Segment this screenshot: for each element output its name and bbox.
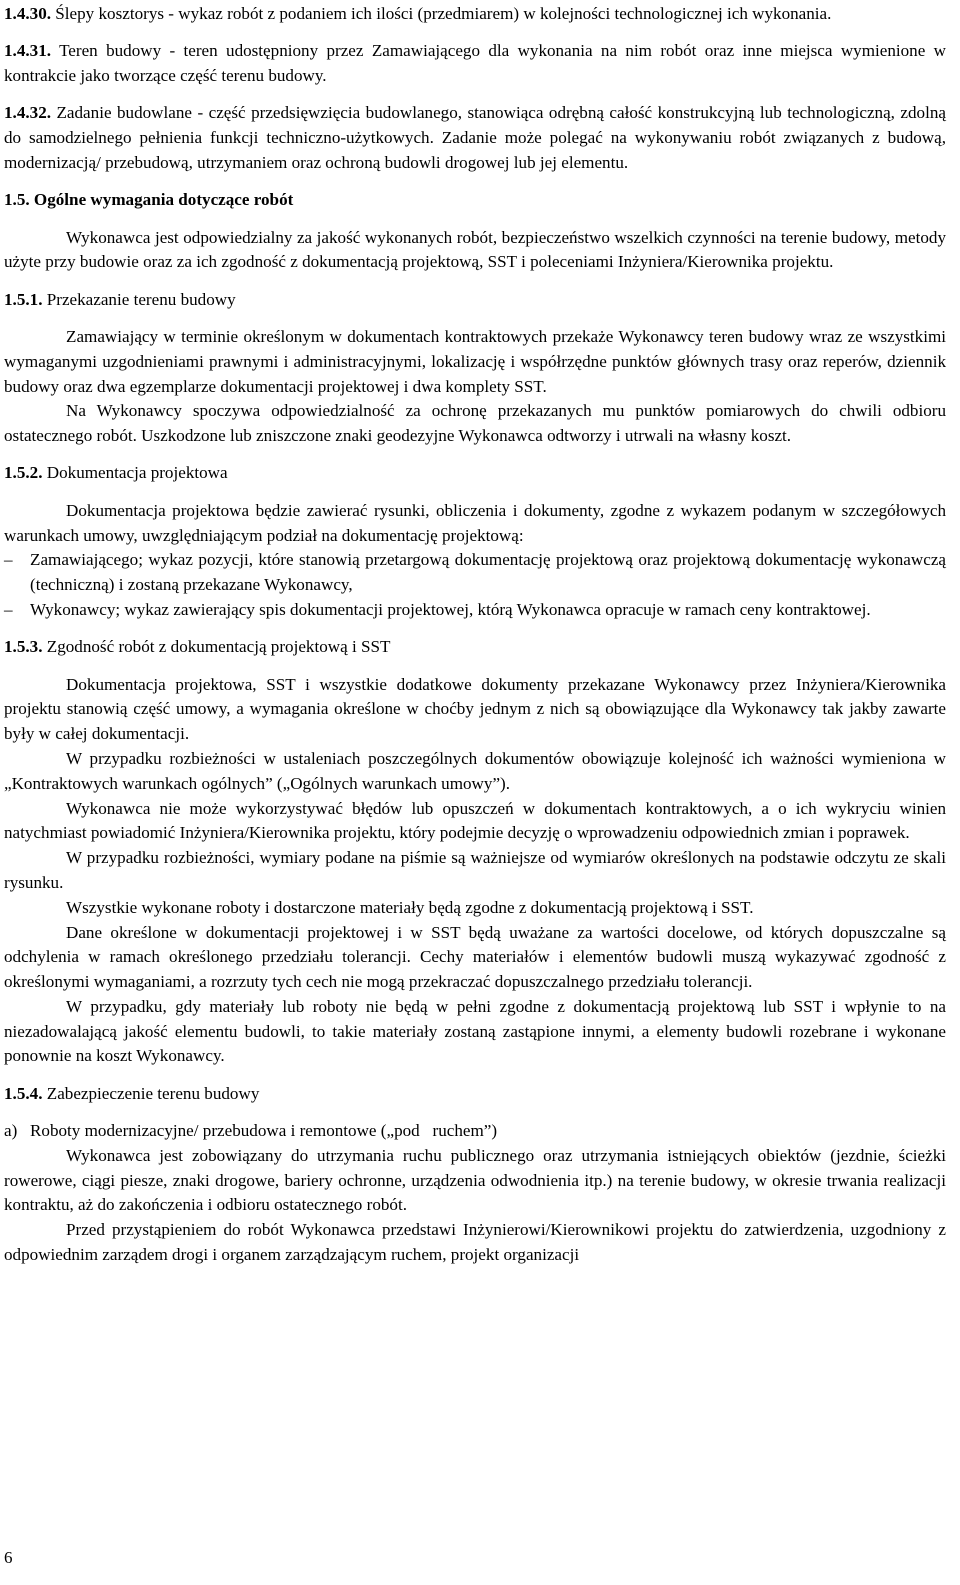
section-number: 1.5.2.	[4, 463, 43, 483]
section-number: 1.5.3.	[4, 637, 43, 657]
paragraph: Wykonawca nie może wykorzystywać błędów lub opuszczeń w dokumentach kontraktowych, a o ich wykryciu winien natychmiast powiadomić Inżyniera/Kierownika projektu, który podejmie decyzję o wprowadzeniu odpowiednich zmian i poprawek.	[4, 798, 946, 843]
subsection-title: Roboty modernizacyjne/ przebudowa i remontowe („pod ruchem”)	[30, 1121, 498, 1141]
section-heading-1-5-2	[4, 461, 946, 486]
section-title: Zabezpieczenie terenu budowy	[46, 1083, 260, 1103]
paragraph: Wykonawca jest odpowiedzialny za jakość wykonanych robót, bezpieczeństwo wszelkich czynności na terenie budowy, metody użyte przy budowie oraz za ich zgodność z dokumentacją projektową, SST i poleceniami Inżyniera/Kierownika projektu.	[4, 227, 946, 272]
paragraph: Dokumentacja projektowa, SST i wszystkie dodatkowe dokumenty przekazane Wykonawcy przez Inżyniera/Kierownika projektu stanowią część umowy, a wymagania określone w choćby jednym z nich są obowiązujące dla Wykonawcy tak jakby zawarte były w całej dokumentacji.	[4, 674, 946, 744]
paragraph: W przypadku rozbieżności w ustaleniach poszczególnych dokumentów obowiązuje kolejność ich ważności wymieniona w „Kontraktowych warunkach ogólnych” („Ogólnych warunkach umowy”).	[4, 748, 946, 793]
paragraph: Na Wykonawcy spoczywa odpowiedzialność za ochronę przekazanych mu punktów pomiarowych do chwili odbioru ostatecznego robót. Uszkodzone lub zniszczone znaki geodezyjne Wykonawca odtworzy i utrwali na własny koszt.	[4, 401, 946, 446]
section-title: Przekazanie terenu budowy	[46, 289, 236, 309]
subsection-a	[4, 1119, 946, 1144]
section-number: 1.5.	[4, 190, 30, 210]
paragraph: Dokumentacja projektowa będzie zawierać rysunki, obliczenia i dokumenty, zgodne z wykazem podanym w szczegółowych warunkach umowy, uwzględniającym podział na dokumentację projektową:	[4, 500, 946, 545]
paragraph: Wszystkie wykonane roboty i dostarczone materiały będą zgodne z dokumentacją projektową i SST.	[66, 897, 754, 917]
paragraph: Wykonawca jest zobowiązany do utrzymania ruchu publicznego oraz utrzymania istniejących obiektów (jezdnie, ścieżki rowerowe, ciągi piesze, znaki drogowe, bariery ochronne, urządzenia odwodnienia itp.) na terenie budowy, w okresie trwania realizacji kontraktu, aż do zakończenia i odbioru ostatecznego robót.	[4, 1145, 946, 1215]
page-number: 6	[4, 1548, 13, 1567]
definition-1-4-30	[4, 2, 946, 27]
list-item	[4, 598, 946, 623]
list-item	[4, 548, 946, 598]
definition-text: Teren budowy - teren udostępniony przez Zamawiającego dla wykonania na nim robót oraz inne miejsca wymienione w kontrakcie jako tworzące część terenu budowy.	[4, 41, 947, 86]
dash-bullet: –	[4, 599, 13, 619]
definition-number: 1.4.32.	[4, 103, 52, 123]
paragraph: W przypadku rozbieżności, wymiary podane na piśmie są ważniejsze od wymiarów określonych na podstawie odczytu ze skali rysunku.	[4, 848, 946, 892]
section-heading-1-5	[4, 188, 946, 213]
paragraph: Dane określone w dokumentacji projektowej i w SST będą uważane za wartości docelowe, od których dopuszczalne są odchylenia w ramach określonego przedziału tolerancji. Cechy materiałów i elementów budowli muszą wykazywać zgodność z określonymi wymaganiami, a rozrzuty tych cech nie mogą przekraczać dopuszczalnego przedziału tolerancji.	[4, 922, 946, 992]
subsection-marker: a)	[4, 1121, 18, 1141]
section-title: Zgodność robót z dokumentacją projektową i SST	[46, 637, 391, 657]
document-page	[4, 2, 946, 1268]
definition-1-4-31	[4, 39, 946, 89]
section-heading-1-5-1	[4, 288, 946, 313]
definition-text: Zadanie budowlane - część przedsięwzięcia budowlanego, stanowiąca odrębną całość konstrukcyjną lub technologiczną, zdolną do samodzielnego pełnienia funkcji techniczno-użytkowych. Zadanie może polegać na wykonywaniu robót związanych z budową, modernizacją/ przebudową, utrzymaniem oraz ochroną budowli drogowej lub jej elementu.	[4, 103, 946, 172]
dash-bullet: –	[4, 550, 13, 570]
section-title: Ogólne wymagania dotyczące robót	[33, 190, 294, 210]
definition-1-4-32	[4, 101, 946, 175]
definition-number: 1.4.30.	[4, 4, 52, 23]
section-number: 1.5.1.	[4, 289, 43, 309]
list-item-text: Wykonawcy; wykaz zawierający spis dokumentacji projektowej, którą Wykonawca opracuje w ramach ceny kontraktowej.	[30, 599, 871, 619]
list-item-text: Zamawiającego; wykaz pozycji, które stanowią przetargową dokumentację projektową oraz projektową dokumentację wykonawczą (techniczną) i zostaną przekazane Wykonawcy,	[30, 550, 946, 595]
paragraph: Przed przystąpieniem do robót Wykonawca przedstawi Inżynierowi/Kierownikowi projektu do zatwierdzenia, uzgodniony z odpowiednim zarządem drogi i organem zarządzającym ruchem, projekt organizacji	[4, 1220, 946, 1265]
section-number: 1.5.4.	[4, 1083, 43, 1103]
section-heading-1-5-3	[4, 635, 946, 660]
definition-number: 1.4.31.	[4, 41, 52, 61]
section-heading-1-5-4	[4, 1082, 946, 1107]
paragraph: Zamawiający w terminie określonym w dokumentach kontraktowych przekaże Wykonawcy teren budowy wraz ze wszystkimi wymaganymi uzgodnieniami prawnymi i administracyjnymi, lokalizację i współrzędne punktów głównych trasy oraz reperów, dziennik budowy oraz dwa egzemplarze dokumentacji projektowej i dwa komplety SST.	[4, 326, 946, 396]
section-title: Dokumentacja projektowa	[46, 463, 228, 483]
definition-text: Ślepy kosztorys - wykaz robót z podaniem ich ilości (przedmiarem) w kolejności technologicznej ich wykonania.	[55, 4, 832, 23]
paragraph: W przypadku, gdy materiały lub roboty nie będą w pełni zgodne z dokumentacją projektową lub SST i wpłynie to na niezadowalającą jakość elementu budowli, to takie materiały zostaną zastąpione innymi, a elementy budowli rozebrane i wykonane ponownie na koszt Wykonawcy.	[4, 996, 946, 1066]
dash-list	[4, 548, 946, 622]
